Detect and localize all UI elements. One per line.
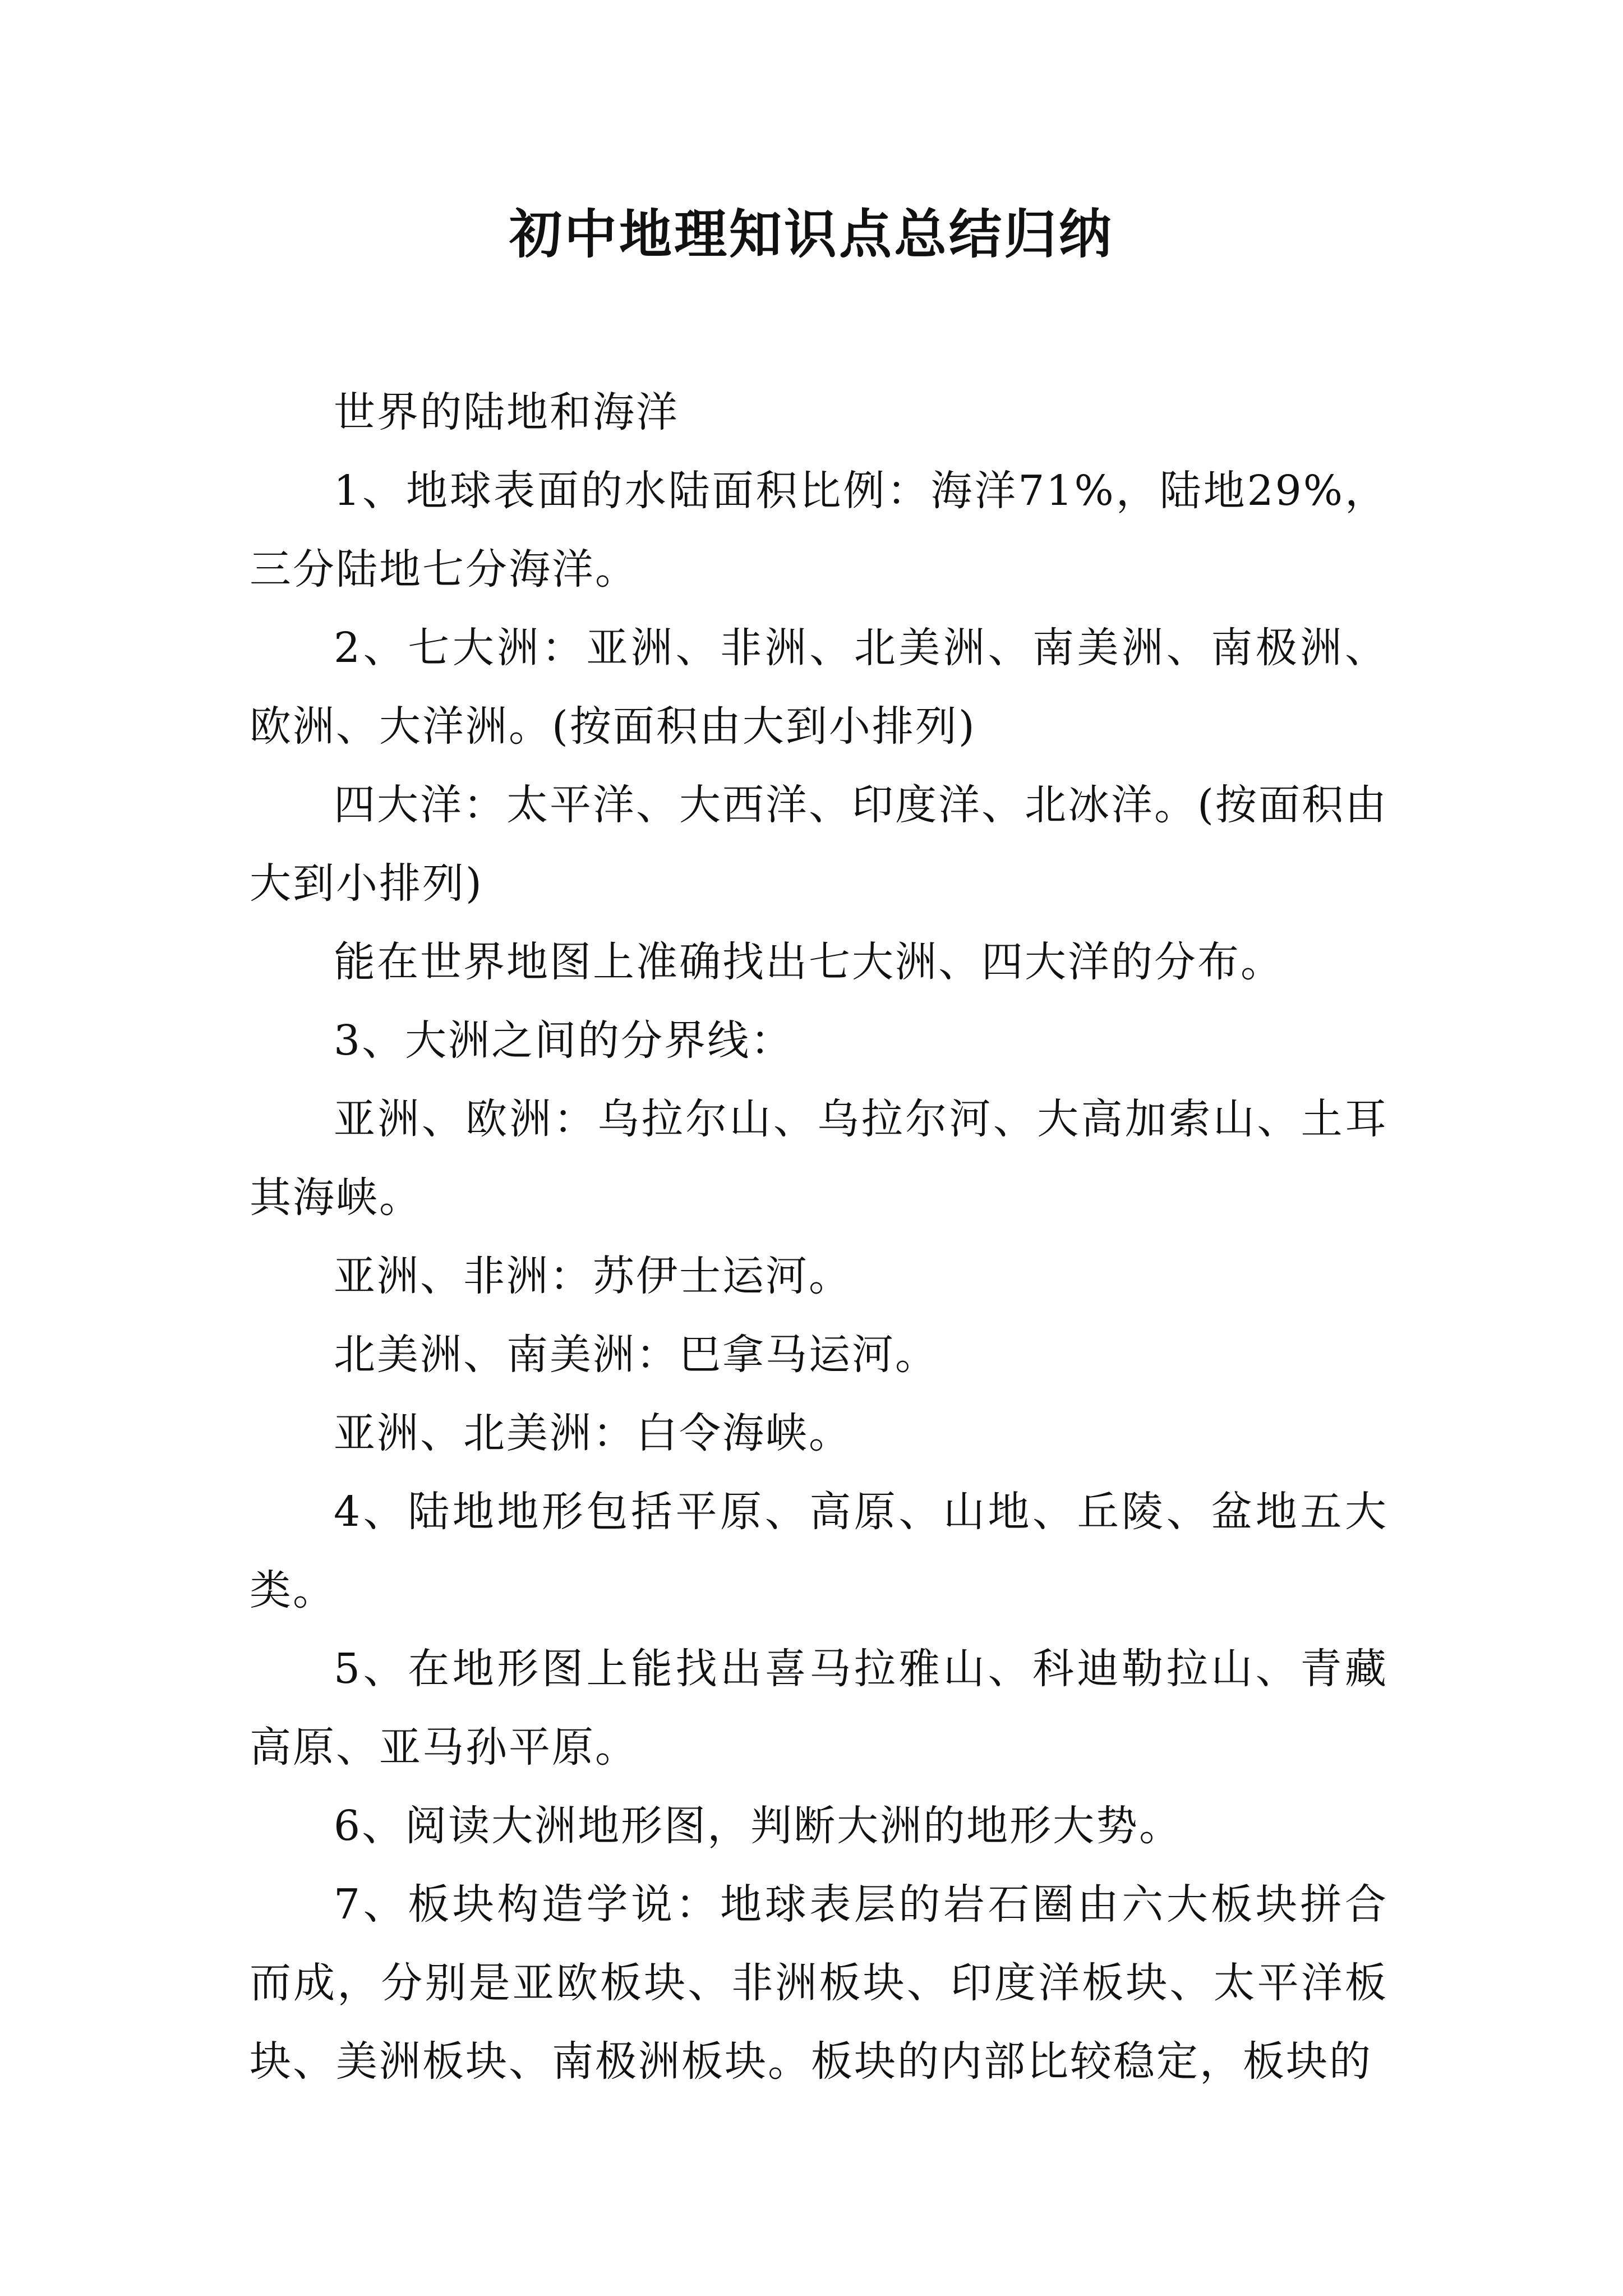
paragraph: 亚洲、欧洲：乌拉尔山、乌拉尔河、大高加索山、土耳其海峡。 bbox=[250, 1095, 1388, 1222]
paragraph: 能在世界地图上准确找出七大洲、四大洋的分布。 bbox=[334, 938, 1284, 986]
section-heading: 世界的陆地和海洋 bbox=[334, 388, 679, 436]
paragraph: 7、板块构造学说：地球表层的岩石圈由六大板块拼合而成，分别是亚欧板块、非洲板块、印度洋板块、太平洋板块、美洲板块、南极洲板块。板块的内部比较稳定，板块的 bbox=[250, 1880, 1388, 2086]
paragraph: 6、阅读大洲地形图，判断大洲的地形大势。 bbox=[334, 1802, 1183, 1850]
paragraph: 亚洲、非洲：苏伊士运河。 bbox=[334, 1252, 852, 1300]
document-body bbox=[250, 373, 1388, 2101]
paragraph: 4、陆地地形包括平原、高原、山地、丘陵、盆地五大类。 bbox=[250, 1488, 1388, 1614]
paragraph: 5、在地形图上能找出喜马拉雅山、科迪勒拉山、青藏高原、亚马孙平原。 bbox=[250, 1645, 1388, 1772]
paragraph: 四大洋：太平洋、大西洋、印度洋、北冰洋。(按面积由大到小排列) bbox=[250, 781, 1388, 908]
paragraph: 2、七大洲：亚洲、非洲、北美洲、南美洲、南极洲、欧洲、大洋洲。(按面积由大到小排列) bbox=[250, 624, 1388, 751]
paragraph: 1、地球表面的水陆面积比例：海洋71%，陆地29%，三分陆地七分海洋。 bbox=[250, 467, 1388, 593]
paragraph: 北美洲、南美洲：巴拿马运河。 bbox=[334, 1331, 938, 1379]
document-title: 初中地理知识点总结归纳 bbox=[509, 204, 1114, 265]
paragraph: 3、大洲之间的分界线： bbox=[334, 1016, 794, 1065]
paragraph: 亚洲、北美洲：白令海峡。 bbox=[334, 1409, 852, 1457]
